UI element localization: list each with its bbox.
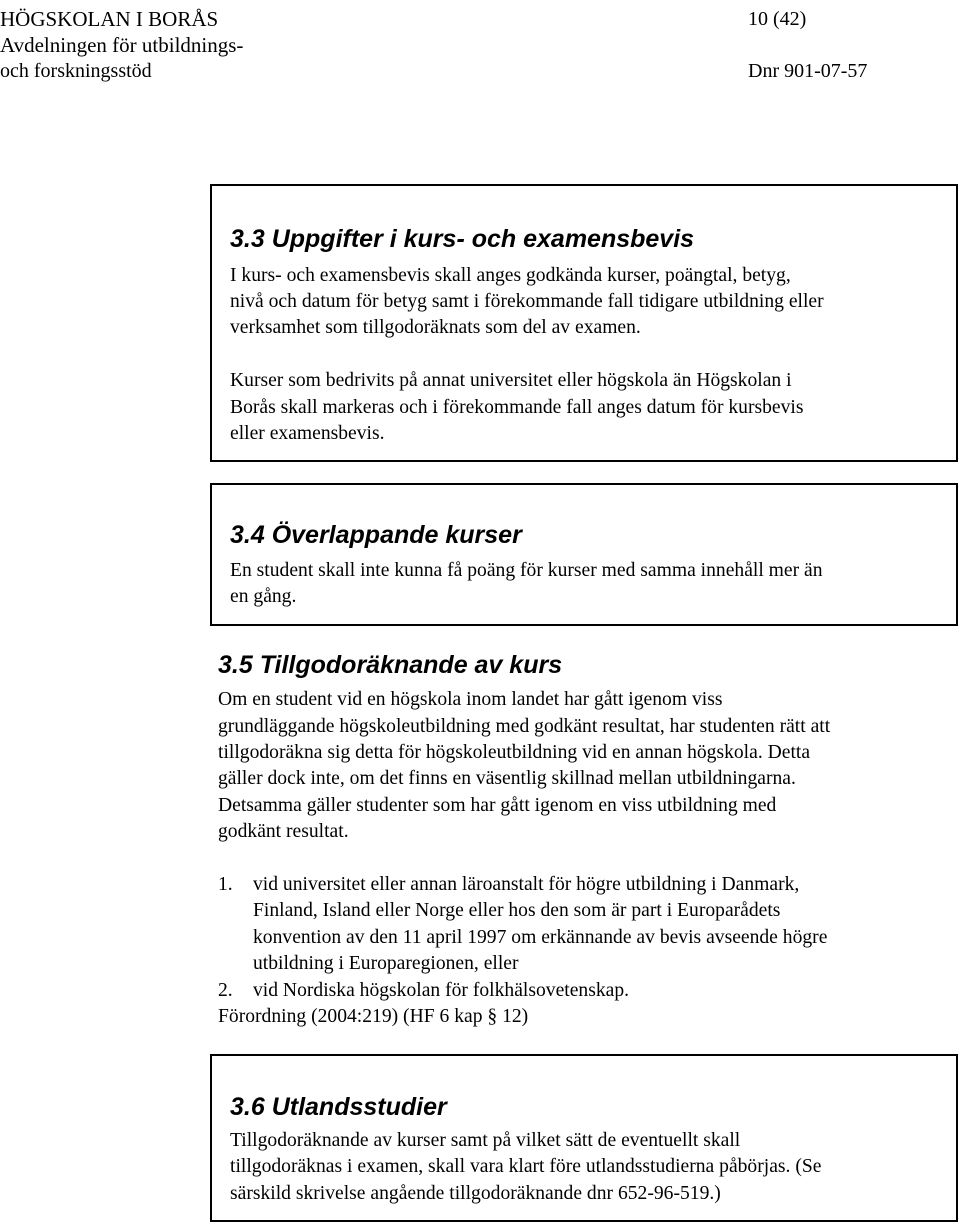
section-3-4-paragraph-line: en gång. [230, 586, 297, 607]
section-3-3-paragraph-line: Borås skall markeras och i förekommande fall anges datum för kursbevis [230, 397, 804, 418]
section-3-6-heading: 3.6 Utlandsstudier [230, 1093, 447, 1121]
list-item-number: 2. [218, 980, 233, 1001]
page-number: 10 (42) [748, 8, 807, 30]
list-item-line: konvention av den 11 april 1997 om erkännande av bevis avseende högre [253, 927, 828, 948]
list-item-line: Finland, Island eller Norge eller hos den som är part i Europarådets [253, 900, 781, 921]
section-3-3-paragraph-line: nivå och datum för betyg samt i förekommande fall tidigare utbildning eller [230, 291, 824, 312]
section-3-4-heading: 3.4 Överlappande kurser [230, 521, 522, 549]
section-3-5-paragraph-line: godkänt resultat. [218, 821, 349, 842]
section-3-5-paragraph-line: tillgodoräkna sig detta för högskoleutbildning vid en annan högskola. Detta [218, 742, 811, 763]
list-item-line: vid Nordiska högskolan för folkhälsovetenskap. [253, 980, 630, 1001]
section-3-5-paragraph-line: Om en student vid en högskola inom landet har gått igenom viss [218, 689, 723, 710]
section-3-6-paragraph-line: särskild skrivelse angående tillgodoräknande dnr 652-96-519.) [230, 1183, 721, 1204]
department-line-1: Avdelningen för utbildnings- [0, 33, 244, 57]
list-item-line: utbildning i Europaregionen, eller [253, 953, 519, 974]
list-item-line: vid universitet eller annan läroanstalt för högre utbildning i Danmark, [253, 874, 800, 895]
section-3-4-paragraph-line: En student skall inte kunna få poäng för kurser med samma innehåll mer än [230, 560, 823, 581]
section-3-5-paragraph-line: grundläggande högskoleutbildning med godkänt resultat, har studenten rätt att [218, 716, 831, 737]
department-line-2: och forskningsstöd [0, 60, 152, 82]
section-3-4-box [210, 483, 958, 626]
section-3-6-paragraph-line: tillgodoräknas i examen, skall vara klart före utlandsstudierna påbörjas. (Se [230, 1156, 822, 1177]
legal-reference: Förordning (2004:219) (HF 6 kap § 12) [218, 1006, 529, 1027]
section-3-5-paragraph-line: gäller dock inte, om det finns en väsentlig skillnad mellan utbildningarna. [218, 768, 796, 789]
section-3-3-paragraph-line: verksamhet som tillgodoräknats som del av examen. [230, 317, 641, 338]
section-3-3-paragraph-line: eller examensbevis. [230, 423, 385, 444]
school-name: HÖGSKOLAN I BORÅS [0, 7, 219, 31]
section-3-6-paragraph-line: Tillgodoräknande av kurser samt på vilket sätt de eventuellt skall [230, 1130, 741, 1151]
list-item-number: 1. [218, 874, 233, 895]
section-3-5-paragraph-line: Detsamma gäller studenter som har gått igenom en viss utbildning med [218, 795, 777, 816]
section-3-3-paragraph-line: I kurs- och examensbevis skall anges godkända kurser, poängtal, betyg, [230, 265, 791, 286]
section-3-5-heading: 3.5 Tillgodoräknande av kurs [218, 651, 563, 679]
section-3-3-paragraph-line: Kurser som bedrivits på annat universitet eller högskola än Högskolan i [230, 370, 792, 391]
section-3-3-heading: 3.3 Uppgifter i kurs- och examensbevis [230, 225, 695, 253]
document-number: Dnr 901-07-57 [748, 60, 868, 82]
